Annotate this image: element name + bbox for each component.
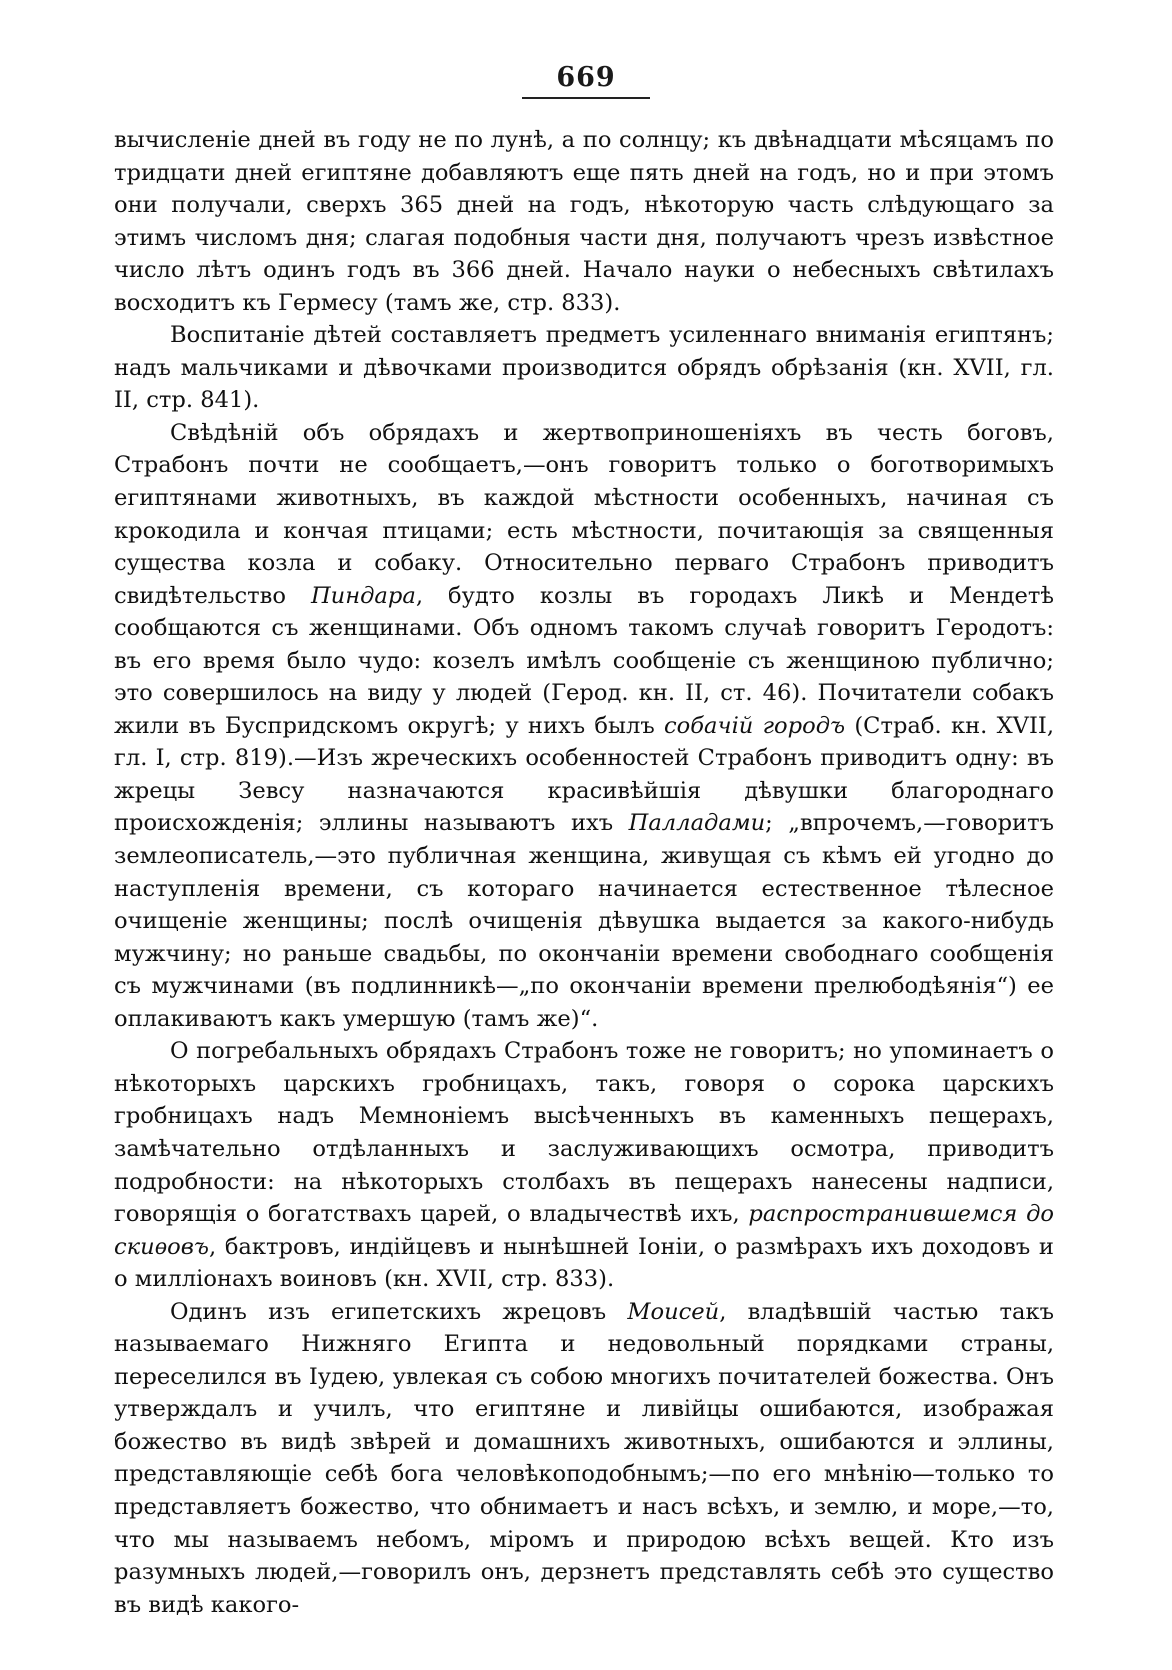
paragraph: [114, 417, 1054, 1035]
text-run: (Страб. кн. XVII, гл. I, стр. 819).—Изъ жреческихъ особенностей Страбонъ приводитъ одну: въ жрецы Зевсу назначаются красивѣйшія дѣвушки благороднаго происхожденія; эллины называютъ ихъ: [114, 712, 1055, 837]
italic-text: Палладами: [628, 810, 766, 837]
paragraph: [114, 1035, 1054, 1295]
body-text: [114, 124, 1054, 1621]
italic-text: Пиндара: [310, 582, 416, 609]
text-run: Воспитаніе дѣтей составляетъ предметъ усиленнаго вниманія египтянъ; надъ мальчиками и дѣвочками производится обрядъ обрѣзанія (кн. XVII, гл. II, стр. 841).: [114, 322, 1054, 414]
text-run: О погребальныхъ обрядахъ Страбонъ тоже не говоритъ; но упоминаетъ о нѣкоторыхъ царскихъ гробницахъ, такъ, говоря о сорока царскихъ гробницахъ надъ Мемноніемъ высѣченныхъ въ каменныхъ пещерахъ, замѣчательно отдѣланныхъ и заслуживающихъ осмотра, приводитъ подробности: на нѣкоторыхъ столбахъ въ пещерахъ нанесены надписи, говорящія о богатствахъ царей, о владычествѣ ихъ,: [114, 1038, 1054, 1228]
text-run: , будто козлы въ городахъ Ликѣ и Мендетѣ сообщаются съ женщинами. Объ одномъ такомъ случаѣ говоритъ Геродотъ: въ его время было чудо: козелъ имѣлъ сообщеніе съ женщиною публично; это совершилось на виду у людей (Герод. кн. II, ст. 46). Почитатели собакъ жили въ Буспридскомъ округѣ; у нихъ былъ: [114, 582, 1054, 739]
page-number-rule: [522, 97, 650, 99]
italic-text: Моисей: [627, 1298, 720, 1325]
text-run: , бактровъ, индійцевъ и нынѣшней Іоніи, о размѣрахъ ихъ доходовъ и о милліонахъ воиновъ (кн. XVII, стр. 833).: [114, 1233, 1054, 1293]
text-run: , владѣвшій частью такъ называемаго Нижняго Египта и недовольный порядками страны, переселился въ Іудею, увлекая съ собою многихъ почитателей божества. Онъ утверждалъ и училъ, что египтяне и ливійцы ошибаются, изображая божество въ видѣ звѣрей и домашнихъ животныхъ, ошибаются и эллины, представляющіе себѣ бога человѣкоподобнымъ;—по его мнѣнію—только то представляетъ божество, что обнимаетъ и насъ всѣхъ, и землю, и море,—то, что мы называемъ небомъ, міромъ и природою всѣхъ вещей. Кто изъ разумныхъ людей,—говорилъ онъ, дерзнетъ представлять себѣ это существо въ видѣ какого-: [114, 1298, 1054, 1618]
italic-text: собачій городъ: [664, 712, 846, 739]
page-number: 669: [556, 62, 616, 93]
text-run: Одинъ изъ египетскихъ жрецовъ: [170, 1298, 628, 1325]
paragraph: [114, 124, 1054, 319]
paragraph: [114, 1296, 1054, 1621]
text-run: вычисленіе дней въ году не по лунѣ, а по солнцу; къ двѣнадцати мѣсяцамъ по тридцати дней египтяне добавляютъ еще пять дней на годъ, но и при этомъ они получали, сверхъ 365 дней на годъ, нѣкоторую часть слѣдующаго за этимъ числомъ дня; слагая подобныя части дня, получаютъ чрезъ извѣстное число лѣтъ одинъ годъ въ 366 дней. Начало науки о небесныхъ свѣтилахъ восходитъ къ Гермесу (тамъ же, стр. 833).: [114, 127, 1054, 316]
paragraph: [114, 319, 1054, 417]
italic-text: распространившемся до скиѳовъ: [114, 1201, 1054, 1260]
text-run: Свѣдѣній объ обрядахъ и жертвоприношеніяхъ въ честь боговъ, Страбонъ почти не сообщаетъ,—онъ говоритъ только о боготворимыхъ египтянами животныхъ, въ каждой мѣстности особенныхъ, начиная съ крокодила и кончая птицами; есть мѣстности, почитающія за священныя существа козла и собаку. Относительно перваго Страбонъ приводитъ свидѣтельство: [114, 419, 1054, 609]
text-run: ; „впрочемъ,—говоритъ землеописатель,—это публичная женщина, живущая съ кѣмъ ей угодно до наступленія времени, съ котораго начинается естественное тѣлесное очищеніе женщины; послѣ очищенія дѣвушка выдается за какого-нибудь мужчину; но раньше свадьбы, по окончаніи времени свободнаго сообщенія съ мужчинами (въ подлинникѣ—„по окончаніи времени прелюбодѣянія“) ее оплакиваютъ какъ умершую (тамъ же)“.: [114, 810, 1054, 1032]
